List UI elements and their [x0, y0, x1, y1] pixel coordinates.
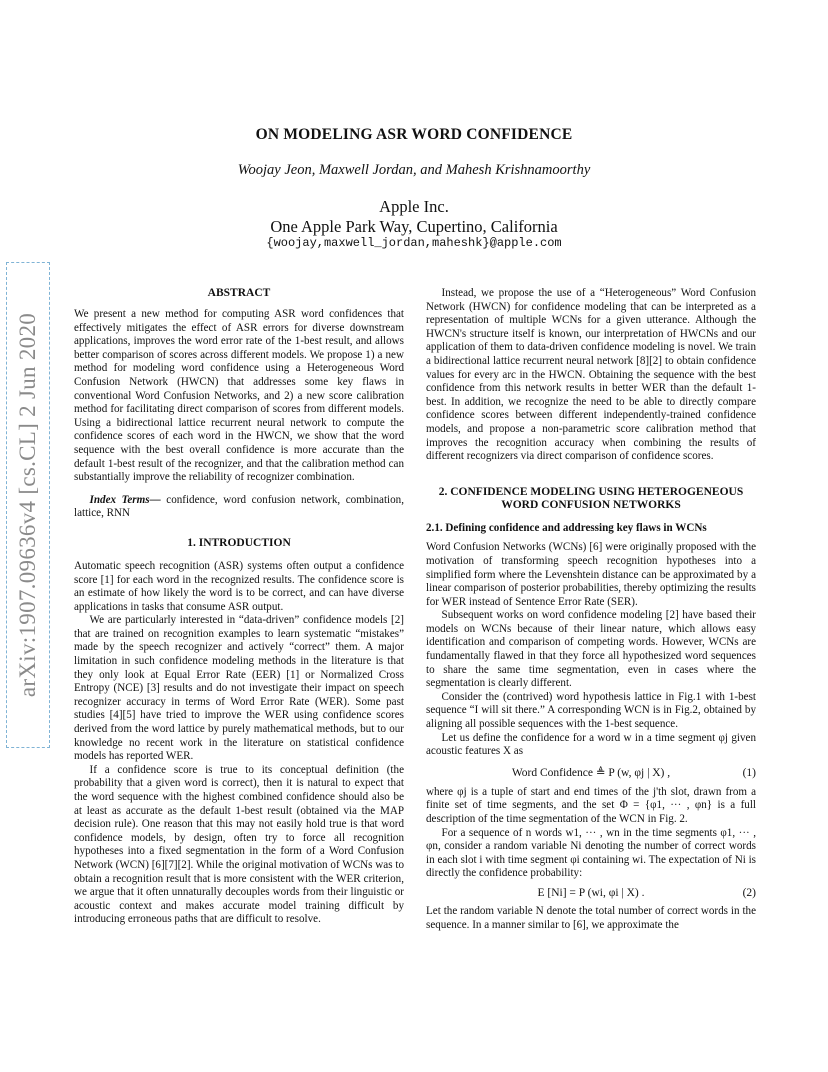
index-terms-text: confidence, word confusion network, combination, lattice, RNN — [74, 493, 404, 520]
abstract-heading: ABSTRACT — [207, 287, 271, 299]
section1-paragraph-1: Automatic speech recognition (ASR) systems often output a confidence score [1] for each word in the recognized results. The confidence score is an estimate of how likely the word is to be correct, and can have diverse applications in tasks that consume ASR output. — [74, 559, 404, 613]
section2-paragraph-3: Consider the (contrived) word hypothesis lattice in Fig.1 with 1-best sequence “I will sit there.” A corresponding WCN is in Fig.2, obtained by aligning all possible sequences with the 1-best sequence. — [426, 690, 756, 731]
left-column — [74, 287, 404, 927]
affiliation — [0, 197, 828, 237]
section2-heading — [426, 486, 756, 512]
index-terms — [74, 494, 404, 521]
equation-2 — [426, 885, 756, 901]
abstract-text: We present a new method for computing ASR word confidences that effectively mitigates the effect of ASR errors for diverse downstream applications, improves the word error rate of the 1-best result, and allows better comparison of scores across different models. We propose 1) a new method for modeling word confidence using a Heterogeneous Word Confusion Network (HWCN) that addresses some key flaws in conventional Word Confusion Networks, and 2) a new score calibration method for facilitating direct comparison of scores from different models. Using a bidirectional lattice recurrent neural network to compute the confidence scores of each word in the HWCN, we show that the word sequence with the best overall confidence is more accurate than the default 1-best result of the recognizer, and that the calibration method can substantially improve the reliability of recognizer combination. — [74, 308, 404, 484]
equation-1-expression: Word Confidence ≜ P (w, φj | X) , — [511, 766, 671, 779]
section1-paragraph-3: If a confidence score is true to its conceptual definition (the probability that a given word is correct), then it is natural to expect that the word sequence with the highest combined confidence should also be at least as accurate as the default 1-best result (obtained via the MAP decision rule). One reason that this may not easily hold true is that word confidence models, by design, often try to force all recognition hypotheses into a fixed segmentation in the form of a Word Confusion Network (WCN) [6][7][2]. While the original motivation of WCNs was to obtain a recognition result that is more consistent with the WER criterion, we argue that it often unnaturally decouples words from their linguistic or acoustic context and makes accurate model training difficult by introducing erroneous paths that are difficult to resolve. — [74, 763, 404, 926]
section2-heading-line-1: 2. CONFIDENCE MODELING USING HETEROGENEOUS — [438, 485, 744, 498]
index-terms-label: Index Terms— — [89, 493, 161, 506]
section2-paragraph-5: where φj is a tuple of start and end times of the j'th slot, drawn from a finite set of time segments, and the set Φ = {φ1, ··· , φn} is a full description of the time segmentation of the WCN in Fig. 2. — [426, 785, 756, 825]
section1-heading: 1. INTRODUCTION — [187, 536, 291, 549]
intro-continuation-paragraph: Instead, we propose the use of a “Heterogeneous” Word Confusion Network (HWCN) for confidence modeling that can be interpreted as a representation of multiple WCNs for a given utterance. Although the HWCN's structure itself is known, our interpretation of HWCNs and our application of them to data-driven confidence modeling is novel. We train a bidirectional lattice recurrent neural network [8][2] to obtain confidence values for every arc in the HWCN. Obtaining the sequence with the best confidence from this network results in better WER than the default 1-best. In addition, we recognize the need to be able to directly compare confidence scores between different independently-trained confidence models, and propose a non-parametric score calibration method that improves the recognition accuracy when combining the results of different recognizers via direct comparison of confidence scores. — [426, 287, 756, 463]
section2-paragraph-4: Let us define the confidence for a word w in a time segment φj given acoustic features X as — [426, 731, 756, 758]
equation-1 — [426, 765, 756, 781]
right-column — [426, 287, 756, 932]
section2-paragraph-6: For a sequence of n words w1, ··· , wn in the time segments φ1, ··· , φn, consider a random variable Ni denoting the number of correct words in each slot i with time segment φi containing wi. The expectation of Ni is directly the confidence probability: — [426, 826, 756, 880]
author-emails: {woojay,maxwell_jordan,maheshk}@apple.com — [266, 236, 562, 250]
paper-authors: Woojay Jeon, Maxwell Jordan, and Mahesh Krishnamoorthy — [237, 162, 591, 178]
equation-2-number: (2) — [742, 886, 756, 899]
section2-heading-line-2: WORD CONFUSION NETWORKS — [501, 498, 681, 511]
subsection-2-1-heading: 2.1. Defining confidence and addressing key flaws in WCNs — [426, 521, 707, 534]
affiliation-org: Apple Inc. — [379, 197, 449, 216]
section2-paragraph-1: Word Confusion Networks (WCNs) [6] were originally proposed with the motivation of transforming speech recognition hypotheses into a simplified form where the Levenshtein distance can be approximated by a linear comparison of posterior probabilities, thereby optimizing the results for WER instead of Sentence Error Rate (SER). — [426, 541, 756, 608]
equation-1-number: (1) — [742, 766, 756, 779]
paper-title: ON MODELING ASR WORD CONFIDENCE — [255, 126, 573, 143]
section2-paragraph-2: Subsequent works on word confidence modeling [2] have based their models on WCNs because of their linear nature, which allows easy identification and comparison of competing words. However, WCNs are fundamentally flawed in that they force all hypothesized word sequences to share the same time segmentation, even in cases where the segmentation is clearly different. — [426, 609, 756, 690]
arxiv-id: arXiv:1907.09636v4 [cs.CL] 2 Jun 2020 — [15, 312, 40, 698]
equation-2-expression: E [Ni] = P (wi, φi | X) . — [537, 886, 645, 899]
arxiv-stamp — [6, 262, 50, 748]
section2-paragraph-7: Let the random variable N denote the total number of correct words in the sequence. In a manner similar to [6], we approximate the — [426, 904, 756, 931]
section1-paragraph-2: We are particularly interested in “data-driven” confidence models [2] that are trained on recognition examples to learn systematic “mistakes” made by the speech recognizer and actively “correct” them. A major limitation in such confidence modeling methods in the literature is that they only look at Equal Error Rate (EER) [1] or Normalized Cross Entropy (NCE) [3] results and do not investigate their impact on speech recognizer accuracy in terms of Word Error Rate (WER). Some past studies [4][5] have tried to improve the WER using confidence scores derived from the word lattice by purely mathematical methods, but to our knowledge no recent work in the literature on statistical confidence models has reported WER. — [74, 614, 404, 763]
affiliation-address: One Apple Park Way, Cupertino, California — [270, 217, 558, 236]
